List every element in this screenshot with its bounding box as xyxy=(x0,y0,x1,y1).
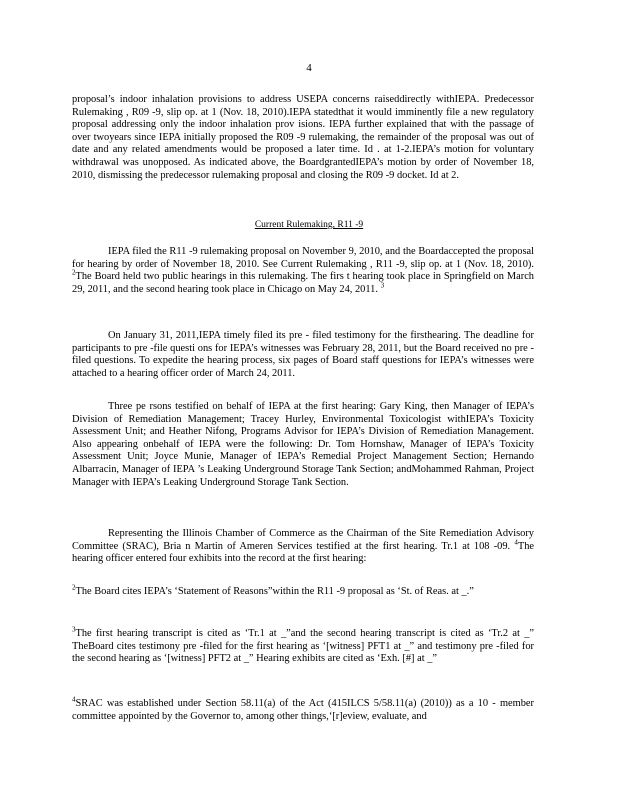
paragraph-srac-text-b: The hearing officer entered four exhibits into the record at the first hearing: xyxy=(72,540,534,565)
paragraph-srac-text-a: Representing the Illinois Chamber of Commerce as the Chairman of the Site Remediation Advisory Committee (SRAC), Bria n Martin of Ameren Services testified at the first hearing. Tr.1 at 108 -09. xyxy=(72,528,534,552)
footnote-ref-2: 2 xyxy=(72,268,76,277)
footnote-2-mark: 2 xyxy=(72,583,76,592)
paragraph-srac xyxy=(72,528,534,566)
footnote-4-text: SRAC was established under Section 58.11(a) of the Act (415ILCS 5/58.11(a) (2010)) as a 10 - member committee appointed by the Governor to, among other things,‘[r]eview, evaluate, and xyxy=(72,698,534,722)
footnote-3-mark: 3 xyxy=(72,625,76,634)
footnote-2 xyxy=(72,583,534,599)
footnote-2-text: The Board cites IEPA’s ‘Statement of Reasons”within the R11 -9 proposal as ‘St. of Reas. at _.” xyxy=(75,586,474,597)
footnote-4-mark: 4 xyxy=(72,695,76,704)
footnote-ref-4: 4 xyxy=(514,538,518,547)
paragraph-testimony: On January 31, 2011,IEPA timely filed its pre - filed testimony for the firsthearing. The deadline for participants to pre -file questi ons for IEPA’s witnesses was February 28, 2011, but the Board received no pre -filed questions. To expedite the hearing process, six pages of Board staff questions for IEPA’s witnesses were attached to a hearing officer order of March 24, 2011. xyxy=(72,330,534,379)
paragraph-witnesses: Three pe rsons testified on behalf of IEPA at the first hearing: Gary King, then Manager of IEPA’s Division of Remediation Management; Tracey Hurley, Environmental Toxicologist withIEPA’s Toxicity Assessment Unit; and Heather Nifong, Programs Advisor for IEPA’s Division of Remediation Management. Also appearing onbehalf of IEPA were the following: Dr. Tom Hornshaw, Manager of IEPA’s Toxicity Assessment Unit; Joyce Munie, Manager of IEPA’s Remedial Project Management Section; Hernando Albarracin, Manager of IEPA ’s Leaking Underground Storage Tank Section; andMohammed Rahman, Project Manager with IEPA’s Leaking Underground Storage Tank Section. xyxy=(72,401,534,488)
section-heading: Current Rulemaking, R11 -9 xyxy=(254,220,364,230)
footnote-ref-3: 3 xyxy=(380,281,385,290)
page-number: 4 xyxy=(306,62,312,74)
footnote-3-text: The first hearing transcript is cited as ‘Tr.1 at _”and the second hearing transcript is cited as ‘Tr.2 at _” TheBoard cites testimony pre -filed for the first hearing as ‘[witness] PFT1 at _” and testimony pre -filed for the second hearing as ‘[witness] PFT2 at _” Hearing exhibits are cited as ‘Exh. [#] at _” xyxy=(72,628,534,665)
paragraph-filing-text-a: IEPA filed the R11 -9 rulemaking proposal on November 9, 2010, and the Boardaccepted the proposal for hearing by order of November 18, 2010. See Current Rulemaking , R11 -9, slip op. at 1 (Nov. 18, 2010). xyxy=(72,246,534,270)
footnote-3 xyxy=(72,625,534,666)
footnote-4 xyxy=(72,695,534,723)
paragraph-filing-text-b: The Board held two public hearings in this rulemaking. The firs t hearing took place in Springfield on March 29, 2011, and the second hearing took place in Chicago on May 24, 2011. xyxy=(72,271,534,295)
paragraph-filing xyxy=(72,246,534,296)
intro-paragraph: proposal’s indoor inhalation provisions to address USEPA concerns raiseddirectly withIEPA. Predecessor Rulemaking , R09 -9, slip op. at 1 (Nov. 18, 2010).IEPA statedthat it would imminently file a new regulatory proposal addressing only the indoor inhalation prov isions. IEPA further explained that with the passage of over twoyears since IEPA initially proposed the R09 -9 rulemaking, the remainder of the proposal was out of date and any related amendments would be proposed a later time. Id . at 1-2.IEPA’s motion for voluntary withdrawal was unopposed. As indicated above, the BoardgrantedIEPA’s motion by order of November 18, 2010, dismissing the predecessor rulemaking proposal and closing the R09 -9 docket. Id at 2. xyxy=(72,94,534,181)
